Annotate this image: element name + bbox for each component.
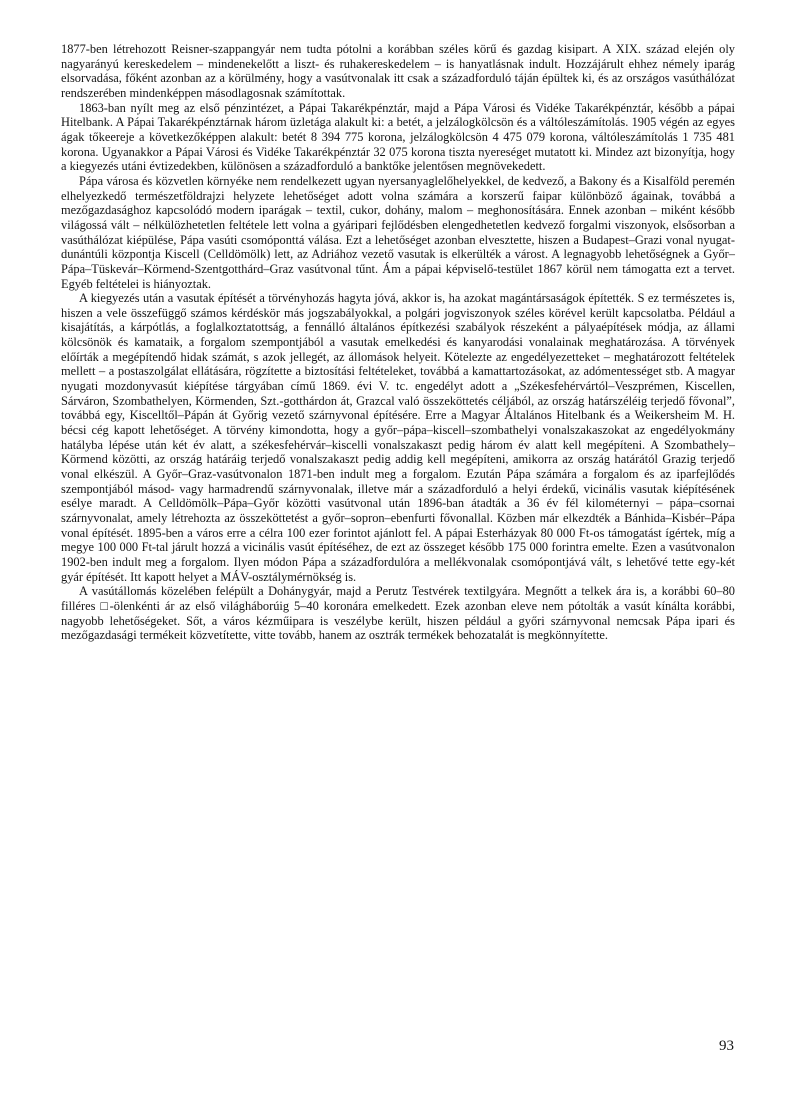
paragraph-5: A vasútállomás közelében felépült a Dohánygyár, majd a Perutz Testvérek textilgyára. Megnőtt a telkek ára is, a korábbi 60–80 filléres □-ölenkénti ár az első világháborúig 5–40 koronára emelkedett. Ezek azonban eleve nem pótolták a vasút kínálta korábbi, nagyobb lehetőségeket. Sőt, a város kézműipara is veszélybe került, hiszen például a győri szárnyvonal nemcsak Pápa ipari és mezőgazdasági termékeit közvetítette, vitte tovább, hanem az osztrák termékek behozatalát is megkönnyítette.	[61, 584, 735, 643]
paragraph-1: 1877-ben létrehozott Reisner-szappangyár nem tudta pótolni a korábban széles körű és gazdag kisipart. A XIX. század elején oly nagyarányú kereskedelem – mindenekelőtt a liszt- és ruhakereskedelem – is hanyatlásnak indult. Hozzájárult ehhez némely iparág elsorvadása, főként azonban az a körülmény, hogy a vasútvonalak itt csak a századforduló táján épültek ki, és az országos vasúthálózat rendszerében mindenképpen másodlagosnak számítottak.	[61, 42, 735, 100]
paragraph-3: Pápa városa és közvetlen környéke nem rendelkezett ugyan nyersanyaglelőhelyekkel, de kedvező, a Bakony és a Kisalföld peremén elhelyezkedő természetföldrajzi helyzete lehetőséget adott volna számára a korszerű faipar különböző ágainak, továbbá a mezőgazdasághoz kapcsolódó modern iparágak – textil, cukor, dohány, malom – meghonosítására. Ennek azonban – miként később világossá vált – nélkülözhetetlen feltétele lett volna a gyáripari fejlődésben elengedhetetlen kedvező forgalmi viszonyok, elsősorban a vasúthálózat kiépülése, Pápa vasúti csomóponttá válása. Ezt a lehetőséget azonban elvesztette, hiszen a Budapest–Grazi vonal nyugat-dunántúli központja Kiscell (Celldömölk) lett, az Adriához vezető vasutak is elkerülték a várost. A legnagyobb lehetőségnek a Győr–Pápa–Tüskevár–Körmend-Szentgotthárd–Graz vasútvonal tűnt. Ám a pápai képviselő-testület 1867 körül nem támogatta ezt a tervet. Egyéb feltételei is hiányoztak.	[61, 173, 735, 291]
page-number: 93	[719, 1038, 734, 1054]
page-body	[61, 42, 735, 643]
paragraph-2: 1863-ban nyílt meg az első pénzintézet, a Pápai Takarékpénztár, majd a Pápa Városi és Vidéke Takarékpénztár, később a pápai Hitelbank. A Pápai Takarékpénztárnak három üzletága alakult ki: a betét, a jelzálogkölcsön és a váltóleszámítolás. 1905 végén az egyes ágak tőkeereje a következőképpen alakult: betét 8 394 775 korona, jelzálogkölcsön 4 475 079 korona, váltóleszámítolás 1 735 481 korona. Ugyanakkor a Pápai Városi és Vidéke Takarékpénztár 32 075 korona tiszta nyereséget mutatott ki. Mindez azt bizonyítja, hogy a kiegyezés utáni évtizedekben, különösen a századforduló a banktőke jelentősen megnövekedett.	[61, 100, 735, 174]
paragraph-4: A kiegyezés után a vasutak építését a törvényhozás hagyta jóvá, akkor is, ha azokat magántársaságok építették. S ez természetes is, hiszen a vele összefüggő számos kérdéskör más jogszabályokkal, a polgári jogviszonyok széles körével került kapcsolatba. Például a kisajátítás, a kárpótlás, a foglalkoztatottság, a fennálló általános építkezési szabályok részeként a pályaépítések módja, az állami kölcsönök és kamataik, a forgalom szempontjából a vasutak emelkedési és kanyarodási vonalainak meghatározása. A törvények előírták a megépítendő hidak számát, s azok jellegét, az állomások helyeit. Kötelezte az engedélyezetteket – meghatározott feltételek mellett – a postaszolgálat ellátására, rögzítette a biztosítási feltételeket, továbbá a kamattartozásokat, az adómentességet stb. A magyar nyugati mozdonyvasút kiépítése tárgyában című 1869. évi V. tc. engedélyt adott a „Székesfehérvártól–Veszprémen, Kiscellen, Sárváron, Szombathelyen, Körmenden, Szt.-gotthárdon át, Grazcal való összeköttetés céljából, az ország határszéléig terjedő fővonal”, továbbá egy, Kiscelltől–Pápán át Győrig vezető szárnyvonal építésére. Erre a Magyar Általános Hitelbank és a Weikersheim M. H. bécsi cég kapott lehetőséget. A törvény kimondotta, hogy a győr–pápa–kiscell–szombathelyi vonalszakaszokat az engedélyokmány hatályba lépése után két év alatt, a székesfehérvár–kiscelli vonalszakaszt pedig három év alatt kell megépíteni. A Szombathely–Körmend közötti, az ország határáig terjedő vonalszakaszt pedig addig kell megépíteni, amikorra az ország határától Grazig terjedő vonal elkészül. A Győr–Graz-vasútvonalon 1871-ben indult meg a forgalom. Ezután Pápa számára a forgalom és az iparfejlődés szempontjából másod- vagy harmadrendű szárnyvonalak, illetve már a századforduló a helyi érdekű, vicinális vasutak kiépítésének esélye maradt. A Celldömölk–Pápa–Győr közötti vasútvonal után 1896-ban átadták a 36 év fél kilométernyi – pápa–csornai szárnyvonalat, amely létrehozta az összeköttetést a győr–sopron–ebenfurti fővonallal. Közben már elkezdték a Bánhida–Kisbér–Pápa vonal építését. 1895-ben a város erre a célra 100 ezer forintot ajánlott fel. A pápai Esterházyak 80 000 Ft-os támogatást ígértek, míg a megye 100 000 Ft-tal járult hozzá a vicinális vasút építéséhez, de ezt az összeget később 175 000 forintra emelte. Ezen a vasútvonalon 1902-ben indult meg a forgalom. Ilyen módon Pápa a századfordulóra a mellékvonalak csomópontjává vált, s lehetővé tette egy-két gyár építését. Itt kapott helyet a MÁV-osztálymérnökség is.	[61, 291, 735, 584]
